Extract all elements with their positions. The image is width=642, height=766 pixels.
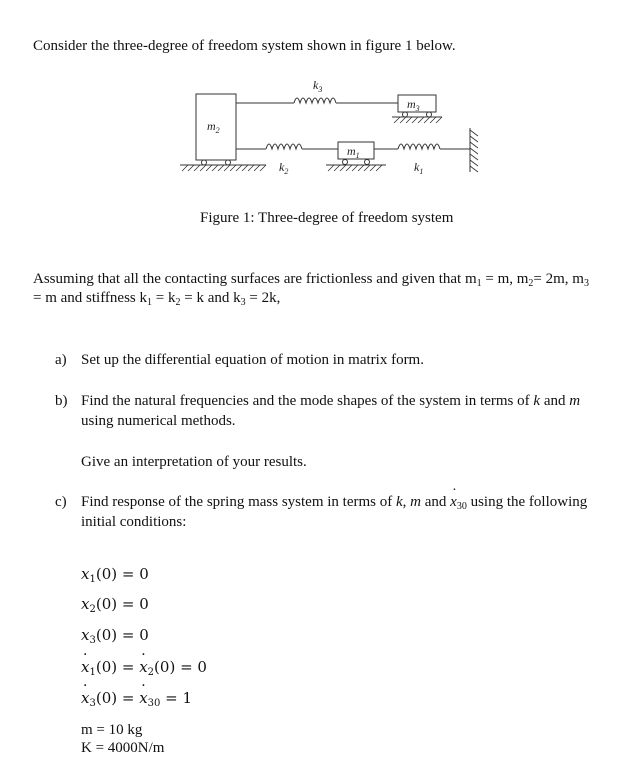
ic-x2: $x_2(0) = 0$ bbox=[81, 595, 149, 615]
question-c-line1: Find response of the spring mass system in terms of k, m and $x \cdot_{30}$ using the following bbox=[81, 493, 587, 511]
label-m3: $m_3$ bbox=[407, 97, 420, 113]
question-a-marker: a) bbox=[55, 352, 67, 368]
assumption-paragraph: Assuming that all the contacting surfaces are frictionless and given that $m_1 = m$, $m_2= 2m$, $m_3$ = m and stiffness $k_1 = k_2 = k$ and $k_3 = 2k$, bbox=[33, 271, 589, 308]
spring-k2 bbox=[266, 144, 302, 149]
question-b-line2: using numerical methods. bbox=[81, 413, 236, 429]
question-c-line2: initial conditions: bbox=[81, 514, 187, 530]
question-b-interpret: Give an interpretation of your results. bbox=[81, 454, 307, 470]
question-b-marker: b) bbox=[55, 393, 68, 409]
wall-hatch bbox=[470, 130, 478, 172]
m2-wheel-right bbox=[226, 160, 231, 165]
intro-text: Consider the three-degree of freedom system shown in figure 1 below. bbox=[33, 38, 456, 54]
param-mass: m = 10 kg bbox=[81, 722, 143, 738]
label-k2: $k_2$ bbox=[279, 160, 289, 176]
label-k3: $k_3$ bbox=[313, 78, 323, 94]
label-m2: $m_2$ bbox=[207, 119, 220, 135]
ic-velocity-12: $x \cdot_1(0) = x \cdot_2(0) = 0$ bbox=[81, 658, 207, 676]
m2-wheel-left bbox=[202, 160, 207, 165]
three-dof-figure bbox=[176, 76, 496, 184]
ground-hatch-left bbox=[182, 165, 266, 171]
param-stiffness: K = 4000N/m bbox=[81, 740, 165, 756]
ic-x3: $x_3(0) = 0$ bbox=[81, 626, 149, 646]
figure-caption: Figure 1: Three-degree of freedom system bbox=[200, 210, 454, 226]
question-b-line1: Find the natural frequencies and the mode shapes of the system in terms of k and m bbox=[81, 393, 581, 409]
question-c-marker: c) bbox=[55, 494, 67, 510]
label-m1: $m_1$ bbox=[347, 144, 360, 160]
label-k1: $k_1$ bbox=[414, 160, 424, 176]
spring-k1 bbox=[398, 144, 440, 149]
question-a-text: Set up the differential equation of motion in matrix form. bbox=[81, 352, 424, 368]
ic-x1: $x_1(0) = 0$ bbox=[81, 565, 149, 585]
ground-hatch-m1 bbox=[328, 165, 382, 171]
ic-velocity-3: $x \cdot_3(0) = x \cdot_{30} = 1$ bbox=[81, 689, 192, 707]
spring-k3 bbox=[294, 98, 336, 103]
